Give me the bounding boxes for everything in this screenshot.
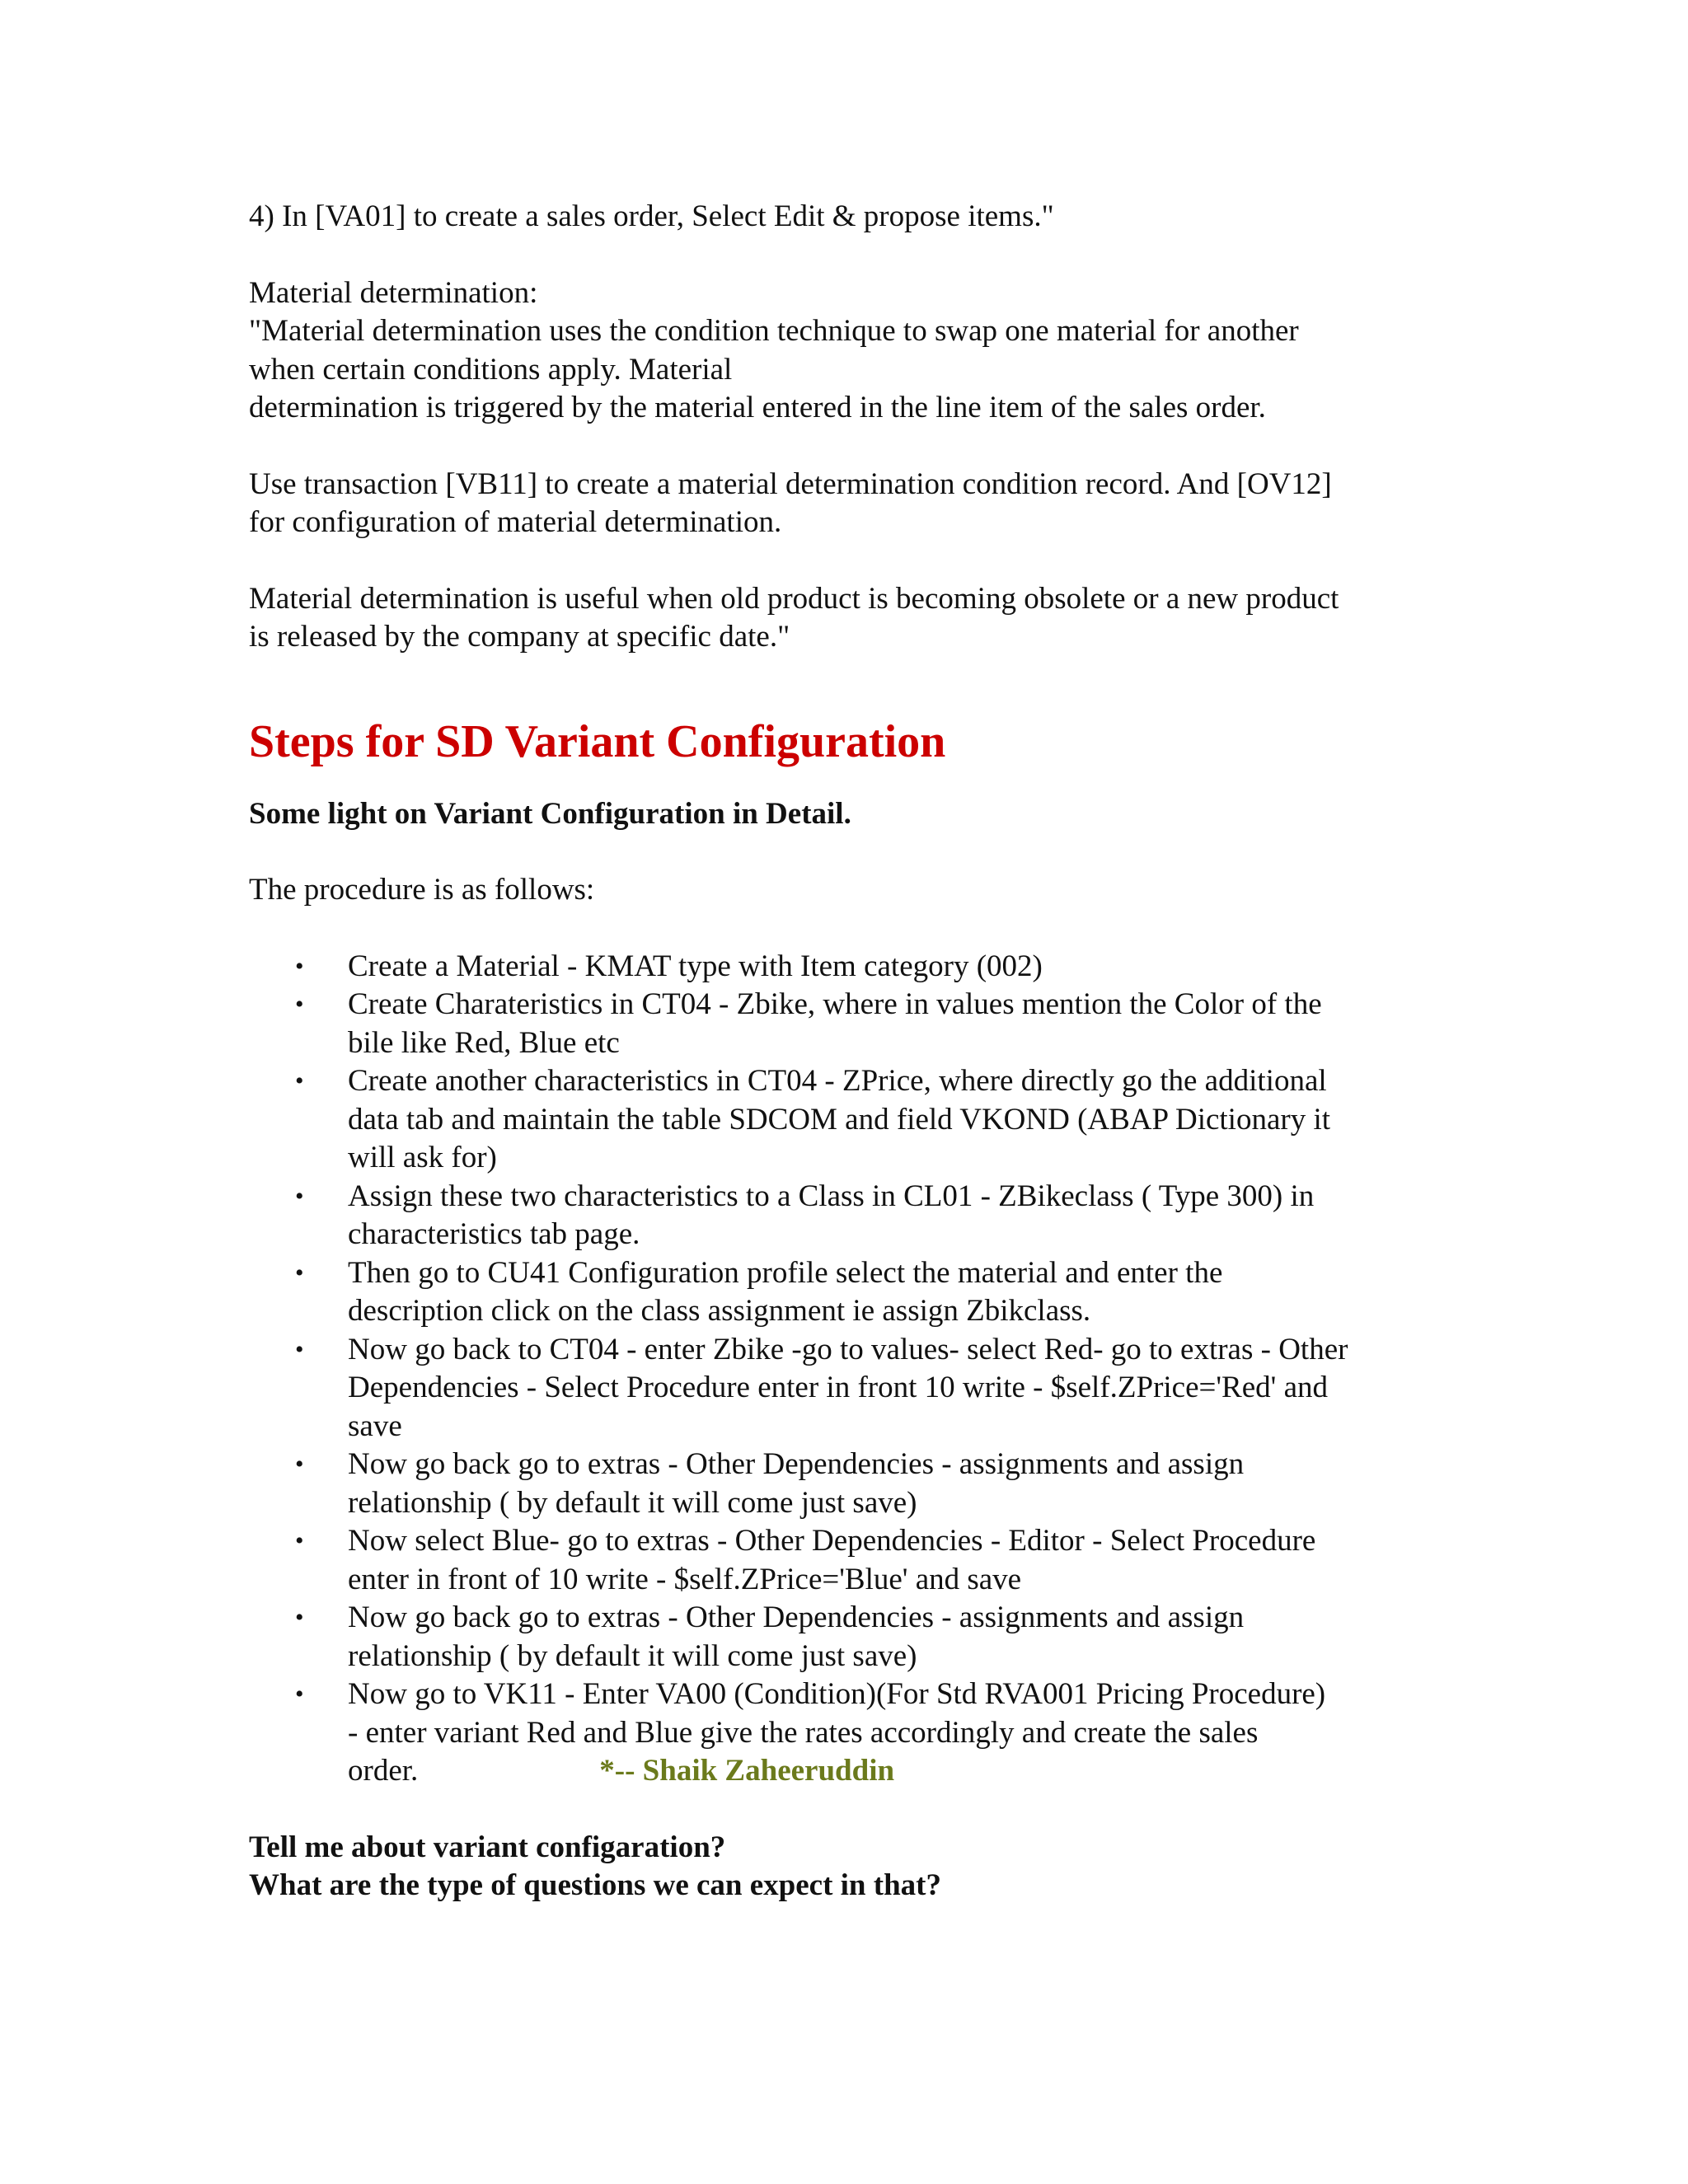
procedure-step-line: relationship ( by default it will come just save) [348, 1638, 917, 1673]
procedure-step [249, 1675, 1452, 1791]
useful-line-2: is released by the company at specific date." [249, 620, 790, 654]
question-2: What are the type of questions we can expect in that? [249, 1868, 941, 1902]
section-heading: Steps for SD Variant Configuration [249, 715, 946, 767]
procedure-steps-list [249, 948, 1452, 1791]
procedure-step-line: relationship ( by default it will come just save) [348, 1485, 917, 1520]
procedure-step [249, 948, 1452, 987]
bullet-icon: • [295, 1182, 304, 1210]
bullet-icon: • [295, 1067, 304, 1094]
procedure-step-line: save [348, 1408, 402, 1443]
procedure-step-line: Create Charateristics in CT04 - Zbike, where in values mention the Color of the [348, 987, 1322, 1021]
procedure-step [249, 1178, 1452, 1254]
bullet-icon: • [295, 952, 304, 980]
procedure-step [249, 986, 1452, 1062]
procedure-step [249, 1331, 1452, 1446]
procedure-step [249, 1446, 1452, 1522]
procedure-step-line: description click on the class assignment ie assign Zbikclass. [348, 1294, 1091, 1328]
bullet-icon: • [295, 1335, 304, 1363]
procedure-step [249, 1599, 1452, 1675]
question-1: Tell me about variant configaration? [249, 1830, 726, 1864]
section-subheading: Some light on Variant Configuration in Detail. [249, 796, 851, 831]
document-content [249, 198, 1452, 1905]
procedure-step [249, 1522, 1452, 1599]
procedure-step-line: will ask for) [348, 1141, 497, 1174]
procedure-intro: The procedure is as follows: [249, 873, 595, 907]
procedure-step-line: Create a Material - KMAT type with Item category (002) [348, 949, 1043, 983]
step-4-text: 4) In [VA01] to create a sales order, Select Edit & propose items." [249, 199, 1054, 233]
procedure-step-line: Create another characteristics in CT04 - ZPrice, where directly go the additional [348, 1064, 1327, 1098]
bullet-icon: • [295, 1604, 304, 1631]
procedure-step-line: bile like Red, Blue etc [348, 1025, 620, 1060]
bullet-icon: • [295, 1451, 304, 1478]
procedure-step-line: characteristics tab page. [348, 1217, 640, 1251]
bullet-icon: • [295, 991, 304, 1018]
procedure-step [249, 1254, 1452, 1331]
procedure-step-line: - enter variant Red and Blue give the rates accordingly and create the sales [348, 1715, 1259, 1750]
material-determination-label: Material determination: [249, 275, 538, 310]
material-determination-line-2: when certain conditions apply. Material [249, 352, 733, 387]
procedure-step-line: Assign these two characteristics to a Class in CL01 - ZBikeclass ( Type 300) in [348, 1179, 1315, 1213]
bullet-icon: • [295, 1527, 304, 1554]
procedure-step-line: order. [348, 1754, 419, 1788]
procedure-step-line: Now select Blue- go to extras - Other Dependencies - Editor - Select Procedure [348, 1524, 1316, 1558]
procedure-step-line: Now go back to CT04 - enter Zbike -go to values- select Red- go to extras - Other [348, 1332, 1348, 1366]
procedure-step [249, 1062, 1452, 1178]
procedure-step-line: Now go back go to extras - Other Dependencies - assignments and assign [348, 1601, 1245, 1634]
author-credit: *-- Shaik Zaheeruddin [599, 1754, 895, 1788]
procedure-step-line: Then go to CU41 Configuration profile select the material and enter the [348, 1255, 1223, 1290]
vb11-line-2: for configuration of material determination. [249, 505, 782, 539]
vb11-line-1: Use transaction [VB11] to create a material determination condition record. And [OV12] [249, 466, 1332, 501]
useful-line-1: Material determination is useful when old product is becoming obsolete or a new product [249, 581, 1339, 616]
material-determination-line-3: determination is triggered by the material entered in the line item of the sales order. [249, 391, 1266, 424]
procedure-step-line: Now go back go to extras - Other Dependencies - assignments and assign [348, 1447, 1245, 1481]
procedure-step-line: enter in front of 10 write - $self.ZPrice='Blue' and save [348, 1562, 1022, 1596]
procedure-step-line: data tab and maintain the table SDCOM and field VKOND (ABAP Dictionary it [348, 1102, 1331, 1137]
bullet-icon: • [295, 1680, 304, 1708]
procedure-step-line: Now go to VK11 - Enter VA00 (Condition)(For Std RVA001 Pricing Procedure) [348, 1677, 1326, 1711]
material-determination-line-1: "Material determination uses the condition technique to swap one material for another [249, 314, 1299, 348]
procedure-step-line: Dependencies - Select Procedure enter in front 10 write - $self.ZPrice='Red' and [348, 1371, 1328, 1404]
bullet-icon: • [295, 1258, 304, 1286]
